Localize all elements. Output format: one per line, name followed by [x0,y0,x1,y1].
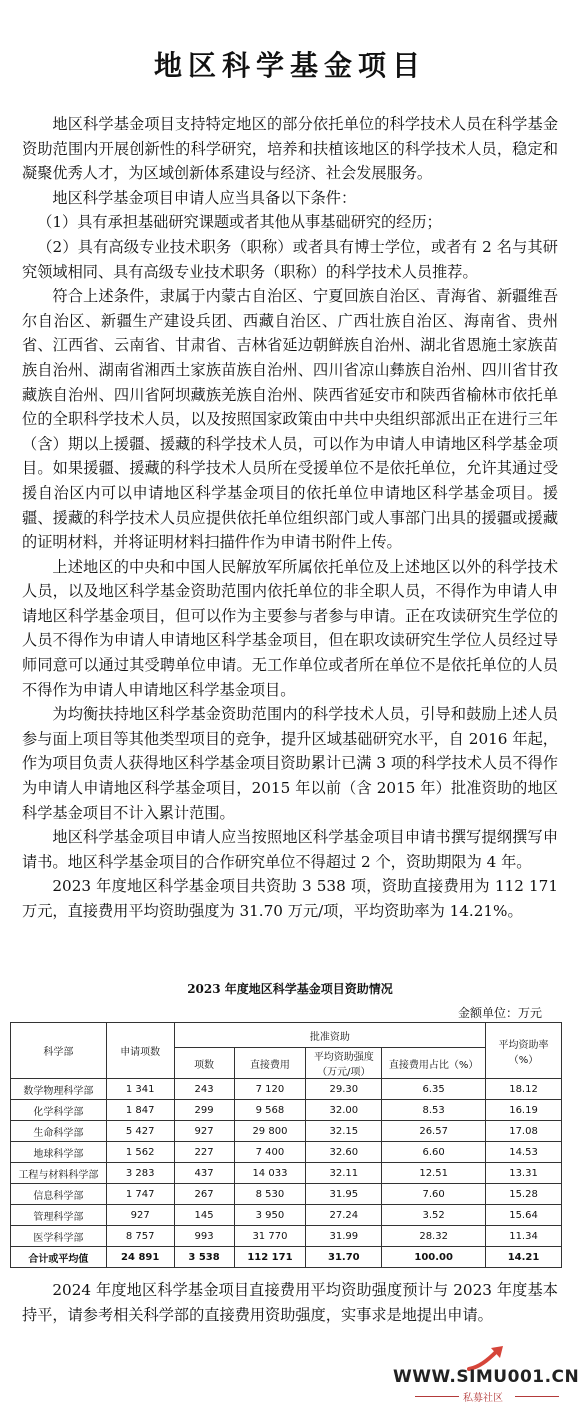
cell-dept: 管理科学部 [11,1205,107,1226]
table-row [11,1121,562,1142]
cell-avg-intensity: 31.95 [306,1184,382,1205]
header-applications: 申请项数 [106,1023,174,1079]
paragraph-ineligible: 上述地区的中央和中国人民解放军所属依托单位及上述地区以外的科学技术人员，以及地区科学基金资助范围内依托单位的非全职人员，不得作为申请人申请地区科学基金项目，但可以作为主要参与者参与申请。正在攻读研究生学位的人员不得作为申请人申请地区科学基金项目，但在职攻读研究生学位人员经过导师同意可以通过其受聘单位申请。无工作单位或者所在单位不是依托单位的人员不得作为申请人申请地区科学基金项目。 [22,557,558,699]
cell-count: 299 [174,1100,234,1121]
header-dept: 科学部 [11,1023,107,1079]
cell-direct-share: 26.57 [382,1121,486,1142]
cell-direct-cost: 8 530 [234,1184,306,1205]
cell-direct-cost: 14 033 [234,1163,306,1184]
cell-count: 993 [174,1226,234,1247]
cell-avg-intensity: 27.24 [306,1205,382,1226]
cell-count: 145 [174,1205,234,1226]
paragraph-eligible-regions: 符合上述条件，隶属于内蒙古自治区、宁夏回族自治区、青海省、新疆维吾尔自治区、新疆生产建设兵团、西藏自治区、广西壮族自治区、海南省、贵州省、江西省、云南省、甘肃省、吉林省延边朝鲜族自治州、湖北省恩施土家族苗族自治州、湖南省湘西土家族苗族自治州、四川省凉山彝族自治州、四川省甘孜藏族自治州、四川省阿坝藏族羌族自治州、陕西省延安市和陕西省榆林市依托单位的全职科学技术人员，以及按照国家政策由中共中央组织部派出正在进行三年（含）期以上援疆、援藏的科学技术人员，可以作为申请人申请地区科学基金项目。如果援疆、援藏的科学技术人员所在受援单位不是依托单位，允许其通过受援自治区内可以申请地区科学基金项目的依托单位申请地区科学基金项目。援疆、援藏的科学技术人员应提供依托单位组织部门或人事部门出具的援疆或援藏的证明材料，并将证明材料扫描件作为申请书附件上传。 [22,287,558,552]
table-total-row [11,1247,562,1268]
total-direct-cost: 112 171 [234,1247,306,1268]
table-row [11,1163,562,1184]
cell-count: 243 [174,1079,234,1100]
cell-avg-intensity: 32.60 [306,1142,382,1163]
cell-direct-share: 6.35 [382,1079,486,1100]
funding-table [10,1022,562,1268]
cell-direct-share: 8.53 [382,1100,486,1121]
header-direct-cost: 直接费用 [234,1048,306,1079]
paragraph-application: 地区科学基金项目申请人应当按照地区科学基金项目申请书撰写提纲撰写申请书。地区科学基金项目的合作研究单位不得超过 2 个，资助期限为 4 年。 [22,828,558,871]
total-direct-share: 100.00 [382,1247,486,1268]
cell-applications: 1 562 [106,1142,174,1163]
table-unit: 金额单位：万元 [457,1006,542,1020]
total-avg-intensity: 31.70 [306,1247,382,1268]
cell-avg-intensity: 32.11 [306,1163,382,1184]
table-body [11,1079,562,1268]
table-title: 2023 年度地区科学基金项目资助情况 [187,982,393,996]
cell-avg-intensity: 31.99 [306,1226,382,1247]
cell-direct-share: 3.52 [382,1205,486,1226]
cell-applications: 3 283 [106,1163,174,1184]
cell-avg-intensity: 29.30 [306,1079,382,1100]
cell-direct-cost: 3 950 [234,1205,306,1226]
cell-direct-share: 12.51 [382,1163,486,1184]
cell-direct-cost: 9 568 [234,1100,306,1121]
table-row [11,1142,562,1163]
header-avg-rate: 平均资助率（%） [486,1023,562,1079]
cell-dept: 生命科学部 [11,1121,107,1142]
cell-direct-cost: 7 400 [234,1142,306,1163]
total-applications: 24 891 [106,1247,174,1268]
paragraph-closing: 2024 年度地区科学基金项目直接费用平均资助强度预计与 2023 年度基本持平，请参考相关科学部的直接费用资助强度，实事求是地提出申请。 [22,1281,558,1324]
cell-avg-intensity: 32.00 [306,1100,382,1121]
cell-avg-intensity: 32.15 [306,1121,382,1142]
watermark-logo [393,1355,580,1405]
cell-direct-cost: 29 800 [234,1121,306,1142]
cell-count: 227 [174,1142,234,1163]
cell-dept: 医学科学部 [11,1226,107,1247]
table-row [11,1226,562,1247]
cell-applications: 1 341 [106,1079,174,1100]
cell-dept: 工程与材料科学部 [11,1163,107,1184]
watermark-rule-left [415,1396,459,1397]
cell-direct-cost: 7 120 [234,1079,306,1100]
condition-item-2: （2）具有高级专业技术职务（职称）或者具有博士学位，或者有 2 名与其研究领域相同、具有高级专业技术职务（职称）的科学技术人员推荐。 [22,237,558,281]
watermark-rule-right [515,1396,559,1397]
cell-avg-rate: 17.08 [486,1121,562,1142]
paragraph-intro: 地区科学基金项目支持特定地区的部分依托单位的科学技术人员在科学基金资助范围内开展创新性的科学研究，培养和扶植该地区的科学技术人员，稳定和凝聚优秀人才，为区域创新体系建设与经济、社会发展服务。 [22,115,558,183]
table-row [11,1184,562,1205]
document-title: 地区科学基金项目 [153,49,426,82]
cell-direct-share: 6.60 [382,1142,486,1163]
header-count: 项数 [174,1048,234,1079]
cell-direct-cost: 31 770 [234,1226,306,1247]
table-row [11,1100,562,1121]
paragraph-conditions-lead: 地区科学基金项目申请人应当具备以下条件： [52,188,357,207]
cell-dept: 数学物理科学部 [11,1079,107,1100]
table-row [11,1205,562,1226]
total-dept: 合计或平均值 [11,1247,107,1268]
cell-dept: 信息科学部 [11,1184,107,1205]
cell-avg-rate: 13.31 [486,1163,562,1184]
cell-avg-rate: 11.34 [486,1226,562,1247]
body-text [22,112,558,924]
watermark-url: WWW.SIMU001.CN [393,1367,580,1387]
cell-avg-rate: 15.64 [486,1205,562,1226]
cell-count: 267 [174,1184,234,1205]
cell-avg-rate: 14.53 [486,1142,562,1163]
header-direct-share: 直接费用占比（%） [382,1048,486,1079]
total-count: 3 538 [174,1247,234,1268]
cell-applications: 8 757 [106,1226,174,1247]
cell-applications: 1 847 [106,1100,174,1121]
header-avg-intensity: 平均资助强度（万元/项） [306,1048,382,1079]
paragraph-limit: 为均衡扶持地区科学基金资助范围内的科学技术人员，引导和鼓励上述人员参与面上项目等其他类型项目的竞争，提升区域基础研究水平，自 2016 年起，作为项目负责人获得地区科学基金项目资助累计已满 3 项的科学技术人员不得作为申请人申请地区科学基金项目，2015 年以前（含 2015 年）批准资助的地区科学基金项目不计入累计范围。 [22,705,558,822]
cell-applications: 5 427 [106,1121,174,1142]
cell-avg-rate: 16.19 [486,1100,562,1121]
cell-dept: 化学科学部 [11,1100,107,1121]
paragraph-2023-summary: 2023 年度地区科学基金项目共资助 3 538 项，资助直接费用为 112 171 万元，直接费用平均资助强度为 31.70 万元/项，平均资助率为 14.21%。 [22,877,558,920]
total-avg-rate: 14.21 [486,1247,562,1268]
cell-applications: 1 747 [106,1184,174,1205]
table-row [11,1079,562,1100]
cell-count: 927 [174,1121,234,1142]
header-approved: 批准资助 [174,1023,485,1048]
cell-applications: 927 [106,1205,174,1226]
watermark-sub: 私募社区 [463,1393,503,1404]
cell-direct-share: 7.60 [382,1184,486,1205]
cell-dept: 地球科学部 [11,1142,107,1163]
cell-direct-share: 28.32 [382,1226,486,1247]
cell-avg-rate: 15.28 [486,1184,562,1205]
cell-avg-rate: 18.12 [486,1079,562,1100]
cell-count: 437 [174,1163,234,1184]
condition-item-1: （1）具有承担基础研究课题或者其他从事基础研究的经历； [37,213,442,232]
